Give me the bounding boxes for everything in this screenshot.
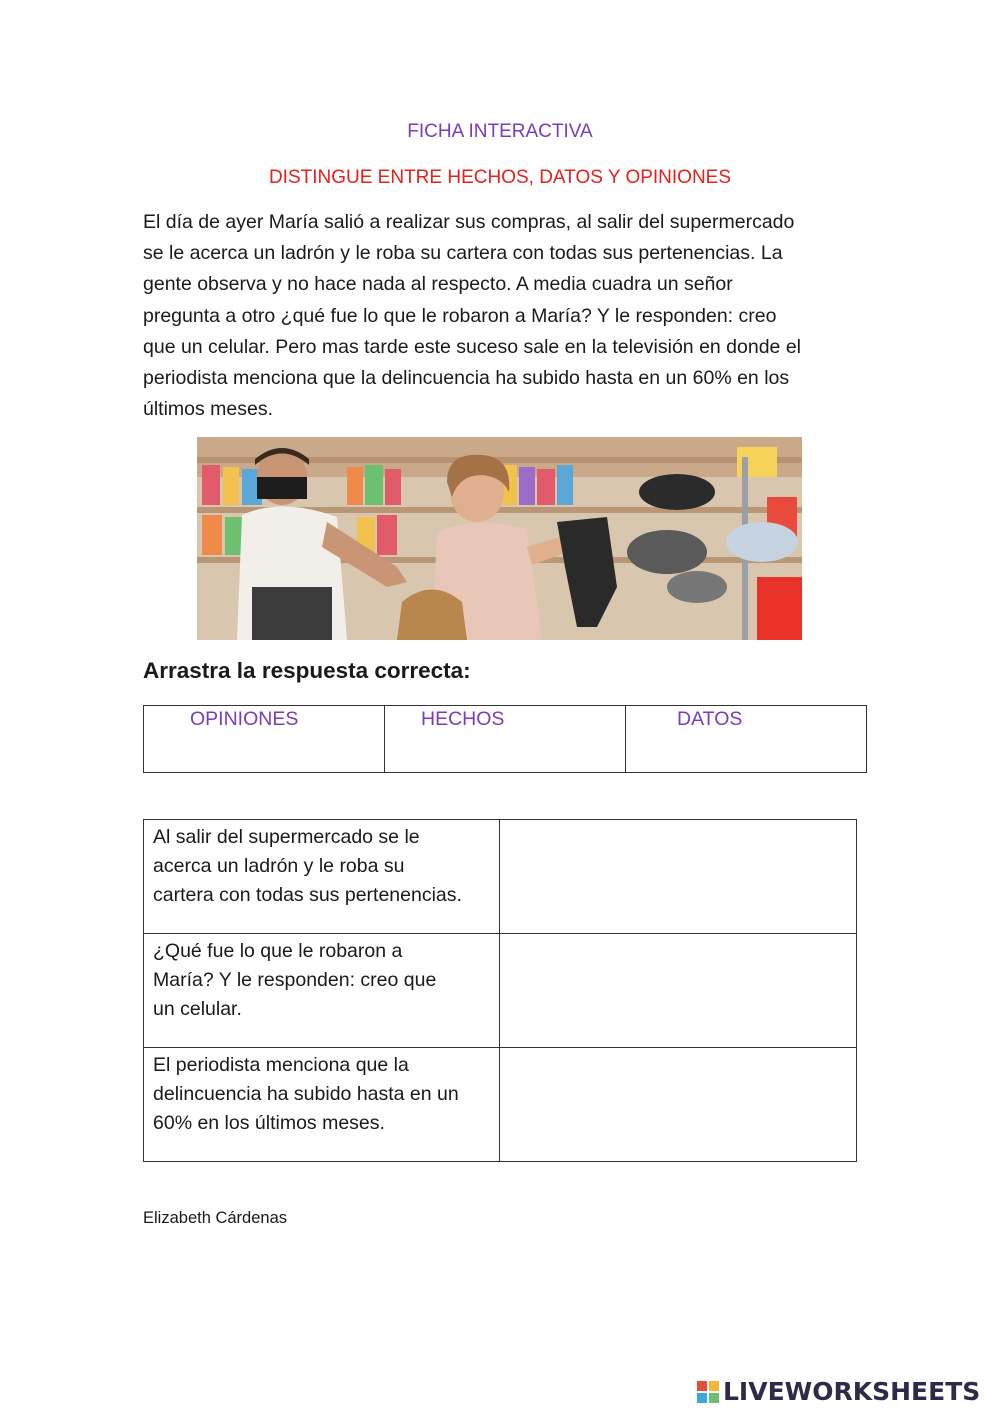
table-row <box>144 1048 857 1162</box>
answer-table <box>143 819 857 1162</box>
author-name: Elizabeth Cárdenas <box>143 1209 288 1227</box>
statement-cell: El periodista menciona que la delincuencia ha subido hasta en un 60% en los últimos meses. <box>144 1048 500 1162</box>
drop-zone-3[interactable] <box>499 1048 856 1162</box>
table-row <box>144 934 857 1048</box>
bank-option-label: HECHOS <box>421 708 505 730</box>
instruction-heading: Arrastra la respuesta correcta: <box>143 658 471 683</box>
theft-scene-illustration <box>197 437 802 640</box>
story-line: El día de ayer María salió a realizar sus compras, al salir del supermercado <box>143 211 795 233</box>
table-row <box>144 820 857 934</box>
bank-option-label: DATOS <box>677 708 743 730</box>
bank-option-opiniones[interactable] <box>144 706 385 772</box>
bank-option-hechos[interactable] <box>385 706 626 772</box>
story-paragraph <box>143 207 868 425</box>
theft-scene-image <box>197 437 802 640</box>
story-line: que un celular. Pero mas tarde este suceso sale en la televisión en donde el <box>143 335 802 358</box>
statement-cell: Al salir del supermercado se le acerca un ladrón y le roba su cartera con todas sus pertenencias. <box>144 820 500 934</box>
answer-bank <box>143 705 867 773</box>
statement-cell: ¿Qué fue lo que le robaron a María? Y le responden: creo que un celular. <box>144 934 500 1048</box>
bank-option-label: OPINIONES <box>190 708 299 730</box>
page-subtitle: DISTINGUE ENTRE HECHOS, DATOS Y OPINIONES <box>268 167 732 188</box>
page-title: FICHA INTERACTIVA <box>407 121 593 142</box>
drop-zone-1[interactable] <box>499 820 856 934</box>
story-line: se le acerca un ladrón y le roba su cartera con todas sus pertenencias. La <box>143 242 783 265</box>
brand-logo <box>697 1377 980 1406</box>
story-line: últimos meses. <box>143 398 274 421</box>
story-line: pregunta a otro ¿qué fue lo que le robaron a María? Y le responden: creo <box>143 304 777 327</box>
story-line: gente observa y no hace nada al respecto. A media cuadra un señor <box>143 273 733 296</box>
liveworksheets-logo-icon <box>697 1381 719 1403</box>
brand-name: LIVEWORKSHEETS <box>723 1377 981 1406</box>
drop-zone-2[interactable] <box>499 934 856 1048</box>
story-line: periodista menciona que la delincuencia ha subido hasta en un 60% en los <box>143 367 790 390</box>
bank-option-datos[interactable] <box>626 706 866 772</box>
